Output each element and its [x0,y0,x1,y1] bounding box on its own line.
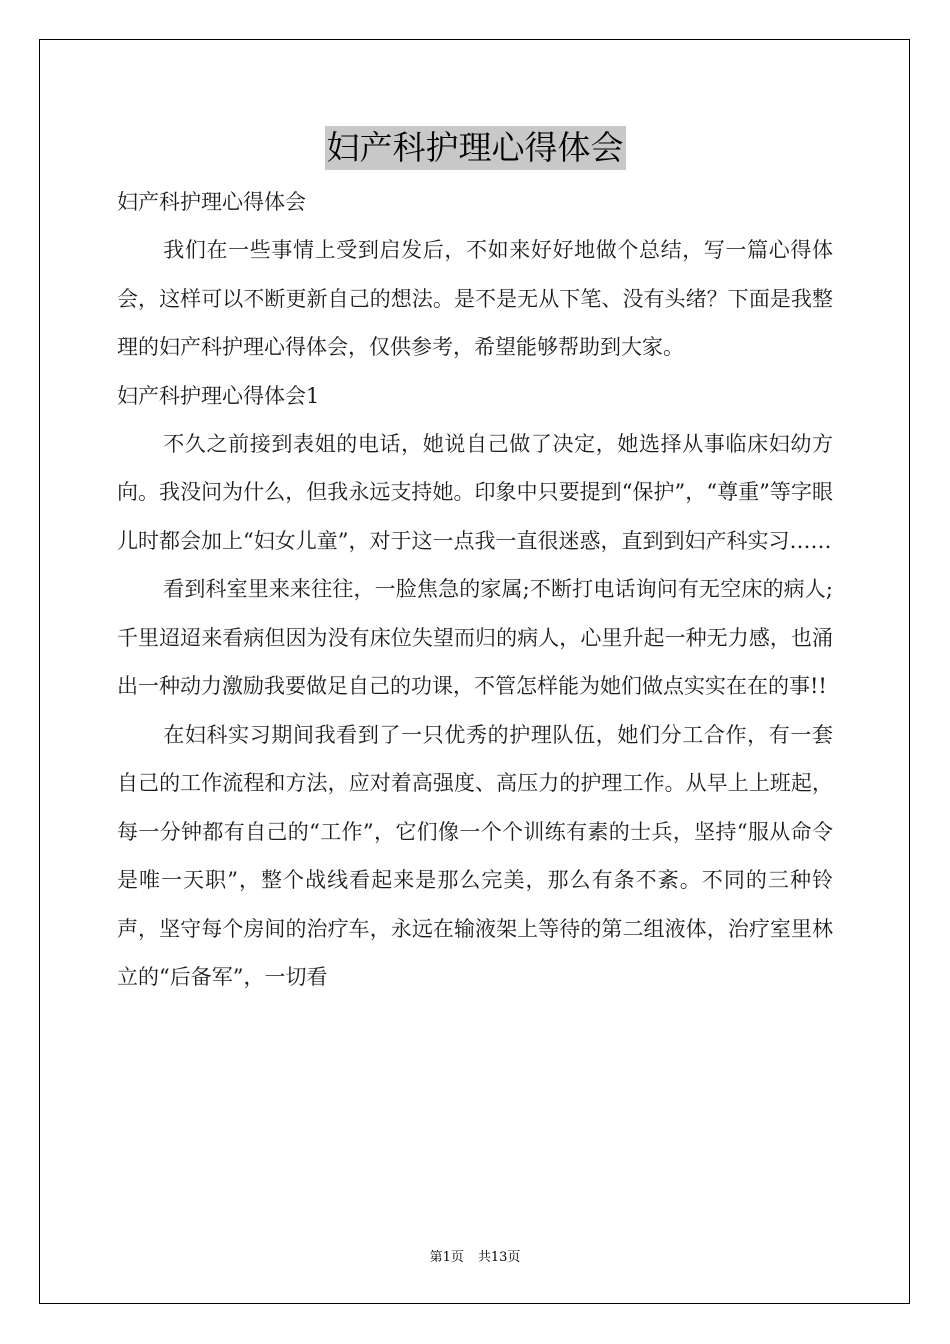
body-paragraph: 不久之前接到表姐的电话，她说自己做了决定，她选择从事临床妇幼方向。我没问为什么，但我永远支持她。印象中只要提到“保护”，“尊重”等字眼儿时都会加上“妇女儿童”，对于这一点我一直很迷惑，直到到妇产科实习…… [117,431,833,553]
title-container [0,126,950,170]
page-total: 共13页 [477,1250,521,1265]
section-heading: 妇产科护理心得体会1 [117,383,320,408]
body-paragraph: 看到科室里来来往往，一脸焦急的家属;不断打电话询问有无空床的病人;千里迢迢来看病但因为没有床位失望而归的病人，心里升起一种无力感，也涌出一种动力激励我要做足自己的功课，不管怎样能为她们做点实实在在的事!! [117,577,833,698]
document-title: 妇产科护理心得体会 [325,126,626,170]
body-paragraph: 在妇科实习期间我看到了一只优秀的护理队伍，她们分工合作，有一套自己的工作流程和方法，应对着高强度、高压力的护理工作。从早上上班起，每一分钟都有自己的“工作”，它们像一个个训练有素的士兵，坚持“服从命令是唯一天职”，整个战线看起来是那么完美，那么有条不紊。不同的三种铃声，坚守每个房间的治疗车，永远在输液架上等待的第二组液体，治疗室里林立的“后备军”，一切看 [117,722,833,989]
page-footer [0,1246,950,1265]
page-number: 第1页 [429,1250,464,1265]
intro-paragraph: 我们在一些事情上受到启发后，不如来好好地做个总结，写一篇心得体会，这样可以不断更新自己的想法。是不是无从下笔、没有头绪？下面是我整理的妇产科护理心得体会，仅供参考，希望能够帮助到大家。 [117,238,833,359]
document-subtitle: 妇产科护理心得体会 [117,190,306,214]
document-body [117,178,833,1002]
